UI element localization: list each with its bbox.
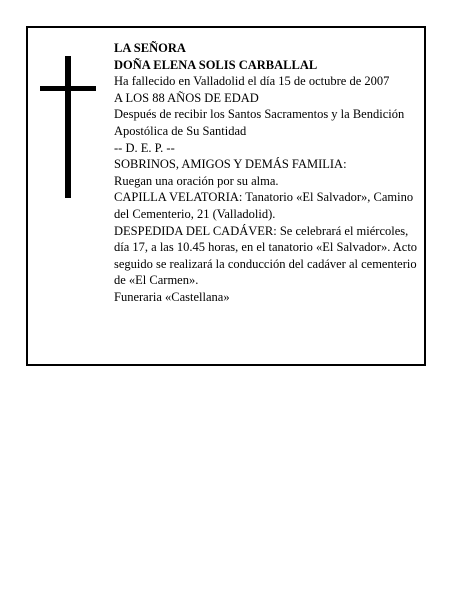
death-line: Ha fallecido en Valladolid el día 15 de octubre de 2007 [114, 74, 390, 89]
rip-line: -- D. E. P. -- [114, 140, 175, 155]
notice-title: LA SEÑORA [114, 41, 186, 55]
farewell-line: DESPEDIDA DEL CADÁVER: Se celebrará el miércoles, día 17, a las 10.45 horas, en el tanatorio «El Salvador». Acto seguido se realizará la conducción del cadáver al cementerio de «El Carmen». [114, 223, 418, 288]
age-line: A LOS 88 AÑOS DE EDAD [114, 90, 259, 105]
notice-text [114, 40, 420, 306]
obituary-notice [26, 26, 426, 366]
chapel-line: CAPILLA VELATORIA: Tanatorio «El Salvador», Camino del Cementerio, 21 (Valladolid). [114, 190, 414, 221]
funeral-home-line: Funeraria «Castellana» [114, 289, 230, 304]
sacraments-line: Después de recibir los Santos Sacramentos y la Bendición Apostólica de Su Santidad [114, 107, 405, 138]
prayer-line: Ruegan una oración por su alma. [114, 173, 279, 188]
cross-horizontal-bar [40, 86, 96, 91]
family-line: SOBRINOS, AMIGOS Y DEMÁS FAMILIA: [114, 157, 347, 172]
cross-vertical-bar [65, 56, 71, 198]
deceased-name: DOÑA ELENA SOLIS CARBALLAL [114, 57, 318, 72]
latin-cross-icon [40, 56, 96, 198]
